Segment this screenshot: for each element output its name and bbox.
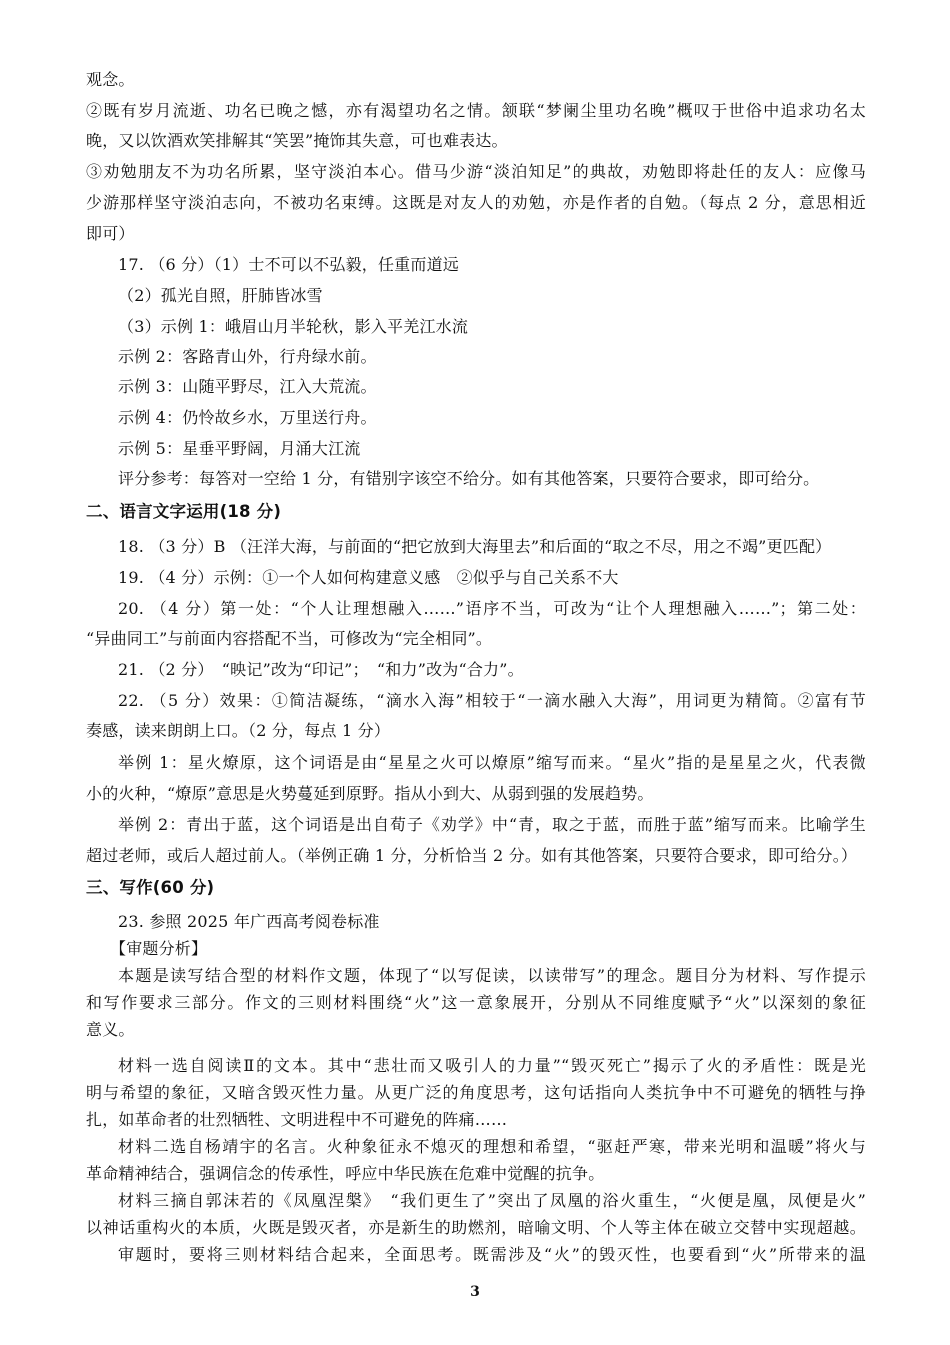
text-line: （3）示例 1：峨眉山月半轮秋，影入平羌江水流: [118, 317, 469, 336]
section-heading-writing: 三、写作(60 分): [86, 878, 215, 897]
text-line: ②既有岁月流逝、功名已晚之憾，亦有渴望功名之情。颔联“梦阑尘里功名晚”概叹于世俗中追求功名太: [86, 101, 866, 120]
text-line: ③劝勉朋友不为功名所累，坚守淡泊本心。借马少游“淡泊知足”的典故，劝勉即将赴任的友人：应像马: [86, 162, 866, 181]
page-number: 3: [470, 1284, 480, 1300]
answer-18: 18. （3 分）B （汪洋大海，与前面的“把它放到大海里去”和后面的“取之不尽，用之不竭”更匹配）: [118, 537, 832, 556]
answer-22: 22. （5 分）效果：①简洁凝练，“滴水入海”相较于“一滴水融入大海”，用词更为精简。②富有节: [118, 691, 866, 710]
scoring-note: 评分参考：每答对一空给 1 分，有错别字该空不给分。如有其他答案，只要符合要求，即可给分。: [118, 469, 820, 488]
answer-17: 17. （6 分）（1）士不可以不弘毅，任重而道远: [118, 255, 459, 274]
text-line: 示例 3：山随平野尽，江入大荒流。: [118, 377, 377, 396]
text-line: 审题时，要将三则材料结合起来，全面思考。既需涉及“火”的毁灭性，也要看到“火”所带来的温: [118, 1245, 866, 1264]
section-heading-language: 二、语言文字运用(18 分): [86, 502, 282, 521]
text-line: 革命精神结合，强调信念的传承性，呼应中华民族在危难中觉醒的抗争。: [86, 1164, 605, 1183]
answer-20: 20. （4 分）第一处：“个人让理想融入……”语序不当，可改为“让个人理想融入……”；第二处：: [118, 599, 866, 618]
text-line: 举例 2：青出于蓝，这个词语是出自荀子《劝学》中“青，取之于蓝，而胜于蓝”缩写而来。比喻学生: [118, 815, 866, 834]
text-line: 本题是读写结合型的材料作文题，体现了“以写促读，以读带写”的理念。题目分为材料、写作提示: [118, 966, 866, 985]
text-line: 材料二选自杨靖宇的名言。火种象征永不熄灭的理想和希望，“驱赶严寒，带来光明和温暖”将火与: [118, 1137, 866, 1156]
text-line: 和写作要求三部分。作文的三则材料围绕“火”这一意象展开，分别从不同维度赋予“火”以深刻的象征: [86, 993, 866, 1012]
answer-21: 21. （2 分） “映记”改为“印记”； “和力”改为“合力”。: [118, 660, 524, 679]
text-line: 小的火种，“燎原”意思是火势蔓延到原野。指从小到大、从弱到强的发展趋势。: [86, 784, 654, 803]
text-line: 意义。: [86, 1020, 135, 1039]
text-line: 晚，又以饮酒欢笑排解其“笑罢”掩饰其失意，可也难表达。: [86, 131, 508, 150]
text-line: 扎，如革命者的壮烈牺牲、文明进程中不可避免的阵痛……: [86, 1110, 508, 1129]
text-line: 以神话重构火的本质，火既是毁灭者，亦是新生的助燃剂，暗喻文明、个人等主体在破立交替中实现超越。: [86, 1218, 866, 1237]
text-line: 材料三摘自郭沫若的《凤凰涅槃》 “我们更生了”突出了凤凰的浴火重生，“火便是凰，凤便是火”: [118, 1191, 866, 1210]
text-line: 示例 5：星垂平野阔，月涌大江流: [118, 439, 361, 458]
text-line: “异曲同工”与前面内容搭配不当，可修改为“完全相同”。: [86, 629, 493, 648]
text-line: 奏感，读来朗朗上口。（2 分，每点 1 分）: [86, 721, 391, 740]
answer-23: 23. 参照 2025 年广西高考阅卷标准: [118, 912, 380, 931]
answer-19: 19. （4 分）示例：①一个人如何构建意义感 ②似乎与自己关系不大: [118, 568, 619, 587]
text-line: 超过老师，或后人超过前人。（举例正确 1 分，分析恰当 2 分。如有其他答案，只要符合要求，即可给分。）: [86, 846, 858, 865]
text-line: 即可）: [86, 224, 135, 243]
text-line: 示例 2：客路青山外，行舟绿水前。: [118, 347, 377, 366]
text-line: 示例 4：仍怜故乡水，万里送行舟。: [118, 408, 377, 427]
text-line: 少游那样坚守淡泊志向，不被功名束缚。这既是对友人的劝勉，亦是作者的自勉。（每点 2 分，意思相近: [86, 193, 866, 212]
text-line: 材料一选自阅读Ⅱ的文本。其中“悲壮而又吸引人的力量”“毁灭死亡”揭示了火的矛盾性：既是光: [118, 1056, 866, 1075]
text-line: 明与希望的象征，又暗含毁灭性力量。从更广泛的角度思考，这句话指向人类抗争中不可避免的牺牲与挣: [86, 1083, 866, 1102]
text-line: 举例 1：星火燎原，这个词语是由“星星之火可以燎原”缩写而来。“星火”指的是星星之火，代表微: [118, 753, 866, 772]
subheading: 【审题分析】: [110, 939, 208, 958]
text-line: （2）孤光自照，肝肺皆冰雪: [118, 286, 323, 305]
text-line: 观念。: [86, 70, 135, 89]
